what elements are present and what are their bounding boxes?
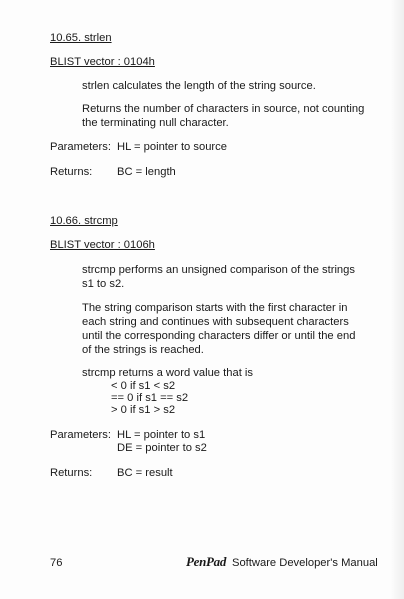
strcmp-condition-3: > 0 if s1 > s2 [111, 404, 176, 416]
strlen-returns-label: Returns: [50, 166, 93, 178]
strcmp-paragraph-1: strcmp performs an unsigned comparison of the strings s1 to s2. [82, 264, 355, 290]
strcmp-paragraph-2: The string comparison starts with the first character in each string and continues with subsequent characters until the corresponding characters differ or until the end of the strings is reached. [82, 302, 356, 356]
strcmp-parameter-1: HL = pointer to s1 [117, 429, 206, 441]
vector-strcmp: BLIST vector : 0106h [50, 239, 155, 251]
vector-strlen: BLIST vector : 0104h [50, 56, 155, 68]
penpad-logo: PenPad [186, 554, 227, 569]
strlen-returns-value: BC = length [117, 166, 176, 178]
strcmp-parameter-2: DE = pointer to s2 [117, 442, 207, 454]
section-heading-strcmp: 10.66. strcmp [50, 215, 118, 227]
strcmp-parameters-label: Parameters: [50, 429, 111, 441]
strcmp-paragraph-3: strcmp returns a word value that is [82, 367, 253, 379]
page-edge-shadow [390, 0, 404, 599]
strcmp-returns-label: Returns: [50, 467, 93, 479]
strlen-parameters-label: Parameters: [50, 141, 111, 153]
page-number: 76 [50, 557, 63, 569]
strcmp-returns-value: BC = result [117, 467, 173, 479]
strlen-paragraph-2: Returns the number of characters in source, not counting the terminating null character. [82, 103, 365, 129]
strlen-parameter-1: HL = pointer to source [117, 141, 227, 153]
strcmp-condition-1: < 0 if s1 < s2 [111, 380, 176, 392]
strcmp-condition-2: == 0 if s1 == s2 [111, 392, 189, 404]
strlen-paragraph-1: strlen calculates the length of the string source. [82, 80, 316, 92]
manual-title: Software Developer's Manual [232, 557, 378, 569]
section-heading-strlen: 10.65. strlen [50, 32, 112, 44]
